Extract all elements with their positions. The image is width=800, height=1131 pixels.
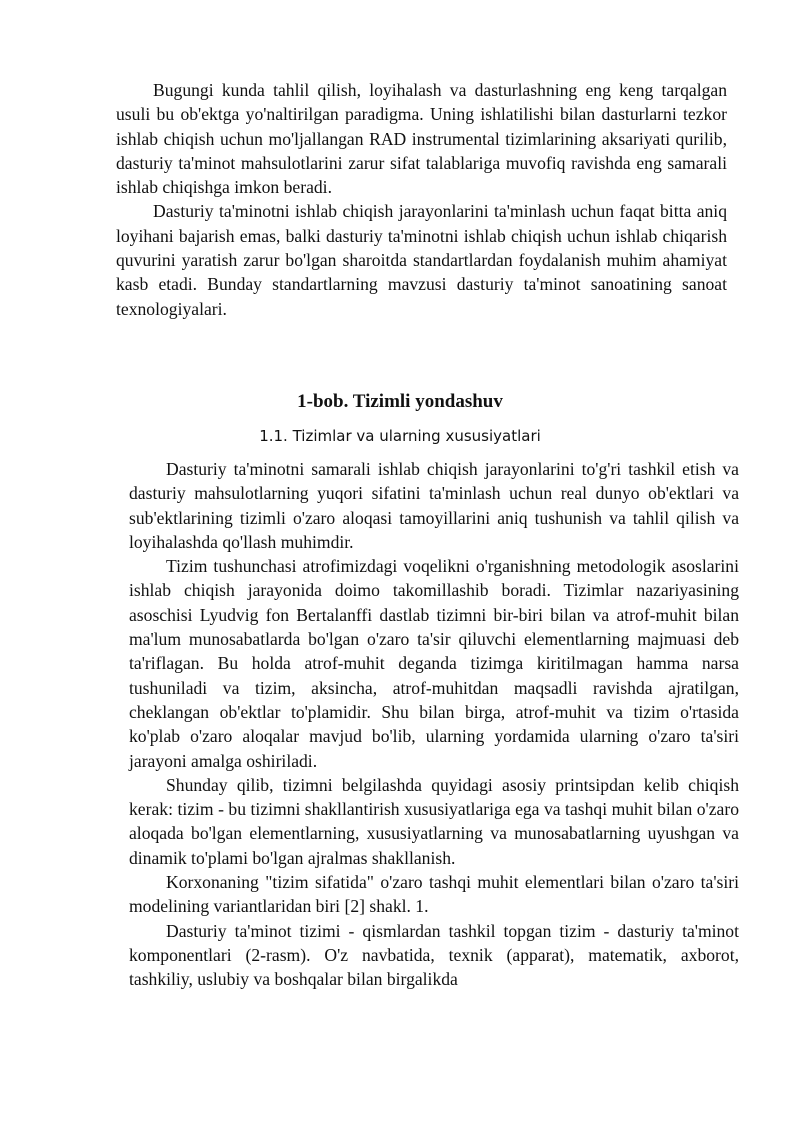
chapter-title: 1-bob. Tizimli yondashuv <box>297 391 503 412</box>
paragraph: Bugungi kunda tahlil qilish, loyihalash va dasturlashning eng keng tarqalgan usuli bu ob'ektga yo'naltirilgan paradigma. Uning ishlatilishi bilan dasturlarni tezkor ishlab chiqish uchun mo'ljallangan RAD instrumental tizimlarining aksariyati qurilib, dasturiy ta'minot mahsulotlarini zarur sifat talablariga muvofiq ravishda eng samarali ishlab chiqishga imkon beradi. <box>116 80 727 198</box>
paragraph: Dasturiy ta'minot tizimi - qismlardan tashkil topgan tizim - dasturiy ta'minot komponentlari (2-rasm). O'z navbatida, texnik (apparat), matematik, axborot, tashkiliy, uslubiy va boshqalar bilan birgalikda <box>129 920 739 990</box>
paragraph: Shunday qilib, tizimni belgilashda quyidagi asosiy printsipdan kelib chiqish kerak: tizim - bu tizimni shakllantirish xususiyatlariga ega va tashqi muhit bilan o'zaro aloqada bo'lgan elementlarning, xususiyatlarning va munosabatlarning uyushgan va dinamik to'plami bo'lgan ajralmas shakllanish. <box>129 774 739 868</box>
paragraph: Dasturiy ta'minotni ishlab chiqish jarayonlarini ta'minlash uchun faqat bitta aniq loyihani bajarish emas, balki dasturiy ta'minotni ishlab chiqish uchun ishlab chiqarish quvurini yaratish zarur bo'lgan sharoitda standartlardan foydalanish muhim ahamiyat kasb etadi. Bunday standartlarning mavzusi dasturiy ta'minot sanoatining sanoat texnologiyalari. <box>116 201 727 319</box>
paragraph: Tizim tushunchasi atrofimizdagi voqelikni o'rganishning metodologik asoslarini ishlab chiqish jarayonida doimo takomillashib boradi. Tizimlar nazariyasining asoschisi Lyudvig fon Bertalanffi dastlab tizimni bir-biri bilan va atrof-muhit bilan ma'lum munosabatlarda bo'lgan o'zaro ta'sir qiluvchi elementlarning majmuasi deb ta'riflagan. Bu holda atrof-muhit deganda tizimga kiritilmagan hamma narsa tushuniladi va tizim, aksincha, atrof-muhitdan maqsadli ravishda ajratilgan, cheklangan ob'ektlar to'plamidir. Shu bilan birga, atrof-muhit va tizim o'rtasida ko'plab o'zaro aloqalar mavjud bo'lib, ularning yordamida ularning o'zaro ta'siri jarayoni amalga oshiriladi. <box>129 556 739 771</box>
intro-text <box>116 78 727 321</box>
section-text <box>129 457 739 992</box>
section-title: 1.1. Tizimlar va ularning xususiyatlari <box>259 427 541 445</box>
paragraph: Dasturiy ta'minotni samarali ishlab chiqish jarayonlarini to'g'ri tashkil etish va dasturiy mahsulotlarning yuqori sifatini ta'minlash uchun real dunyo ob'ektlari va sub'ektlarining tizimli o'zaro aloqasi tamoyillarini aniq tushunish va tahlil qilish va loyihalashda qo'llash muhimdir. <box>129 459 739 552</box>
paragraph: Korxonaning "tizim sifatida" o'zaro tashqi muhit elementlari bilan o'zaro ta'siri modelining variantlaridan biri [2] shakl. 1. <box>129 872 739 917</box>
